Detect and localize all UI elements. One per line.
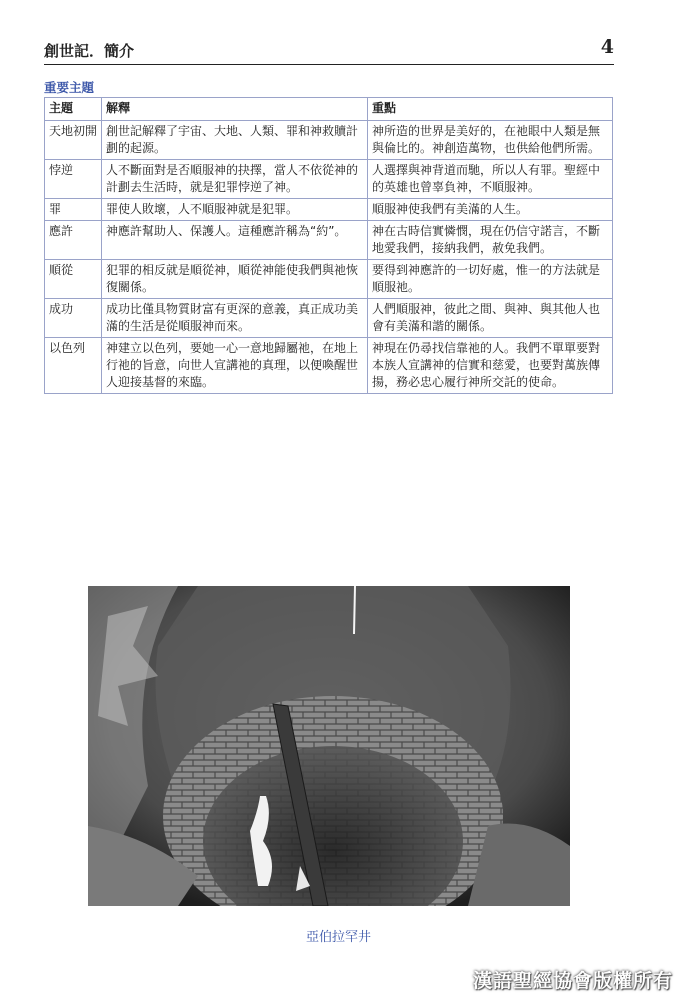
theme-cell: 順從 <box>45 260 102 299</box>
key-point-cell: 神所造的世界是美好的，在祂眼中人類是無與倫比的。神創造萬物，也供給他們所需。 <box>368 121 613 160</box>
theme-cell: 悖逆 <box>45 160 102 199</box>
table-row <box>45 260 613 299</box>
key-point-cell: 人們順服神，彼此之間、與神、與其他人也會有美滿和諧的關係。 <box>368 299 613 338</box>
explanation-cell: 神應許幫助人、保護人。這種應許稱為“約”。 <box>102 221 368 260</box>
photo-caption: 亞伯拉罕井 <box>305 930 371 945</box>
explanation-cell: 犯罪的相反就是順從神，順從神能使我們與祂恢復關係。 <box>102 260 368 299</box>
page-number: 4 <box>600 36 614 58</box>
table-header-row <box>45 98 613 121</box>
table-row <box>45 338 613 394</box>
page-header <box>44 38 614 65</box>
copyright-watermark: 漢語聖經協會版權所有 <box>472 970 673 992</box>
header-explanation: 解釋 <box>102 98 368 121</box>
key-themes-table <box>44 97 613 394</box>
key-point-cell: 要得到神應許的一切好處，惟一的方法就是順服祂。 <box>368 260 613 299</box>
explanation-cell: 創世記解釋了宇宙、大地、人類、罪和神救贖計劃的起源。 <box>102 121 368 160</box>
theme-cell: 天地初開 <box>45 121 102 160</box>
running-title: 創世記．簡介 <box>44 42 135 60</box>
theme-cell: 罪 <box>45 199 102 221</box>
explanation-cell: 人不斷面對是否順服神的抉擇，當人不依從神的計劃去生活時，就是犯罪悖逆了神。 <box>102 160 368 199</box>
table-row <box>45 299 613 338</box>
theme-cell: 成功 <box>45 299 102 338</box>
well-photo <box>88 586 570 906</box>
table-row <box>45 221 613 260</box>
table-row <box>45 199 613 221</box>
theme-cell: 應許 <box>45 221 102 260</box>
key-point-cell: 順服神使我們有美滿的人生。 <box>368 199 613 221</box>
table-row <box>45 160 613 199</box>
theme-cell: 以色列 <box>45 338 102 394</box>
explanation-cell: 神建立以色列，要她一心一意地歸屬祂，在地上行祂的旨意，向世人宣講祂的真理，以便喚醒世人迎接基督的來臨。 <box>102 338 368 394</box>
header-theme: 主題 <box>45 98 102 121</box>
explanation-cell: 成功比僅具物質財富有更深的意義，真正成功美滿的生活是從順服神而來。 <box>102 299 368 338</box>
table-row <box>45 121 613 160</box>
section-title: 重要主題 <box>44 80 95 95</box>
explanation-cell: 罪使人敗壞，人不順服神就是犯罪。 <box>102 199 368 221</box>
key-point-cell: 神在古時信實憐憫，現在仍信守諾言，不斷地愛我們，接納我們，赦免我們。 <box>368 221 613 260</box>
key-point-cell: 神現在仍尋找信靠祂的人。我們不單單要對本族人宣講神的信實和慈愛，也要對萬族傳揚，務必忠心履行神所交託的使命。 <box>368 338 613 394</box>
key-point-cell: 人選擇與神背道而馳，所以人有罪。聖經中的英雄也曾辜負神，不順服神。 <box>368 160 613 199</box>
header-key-point: 重點 <box>368 98 613 121</box>
